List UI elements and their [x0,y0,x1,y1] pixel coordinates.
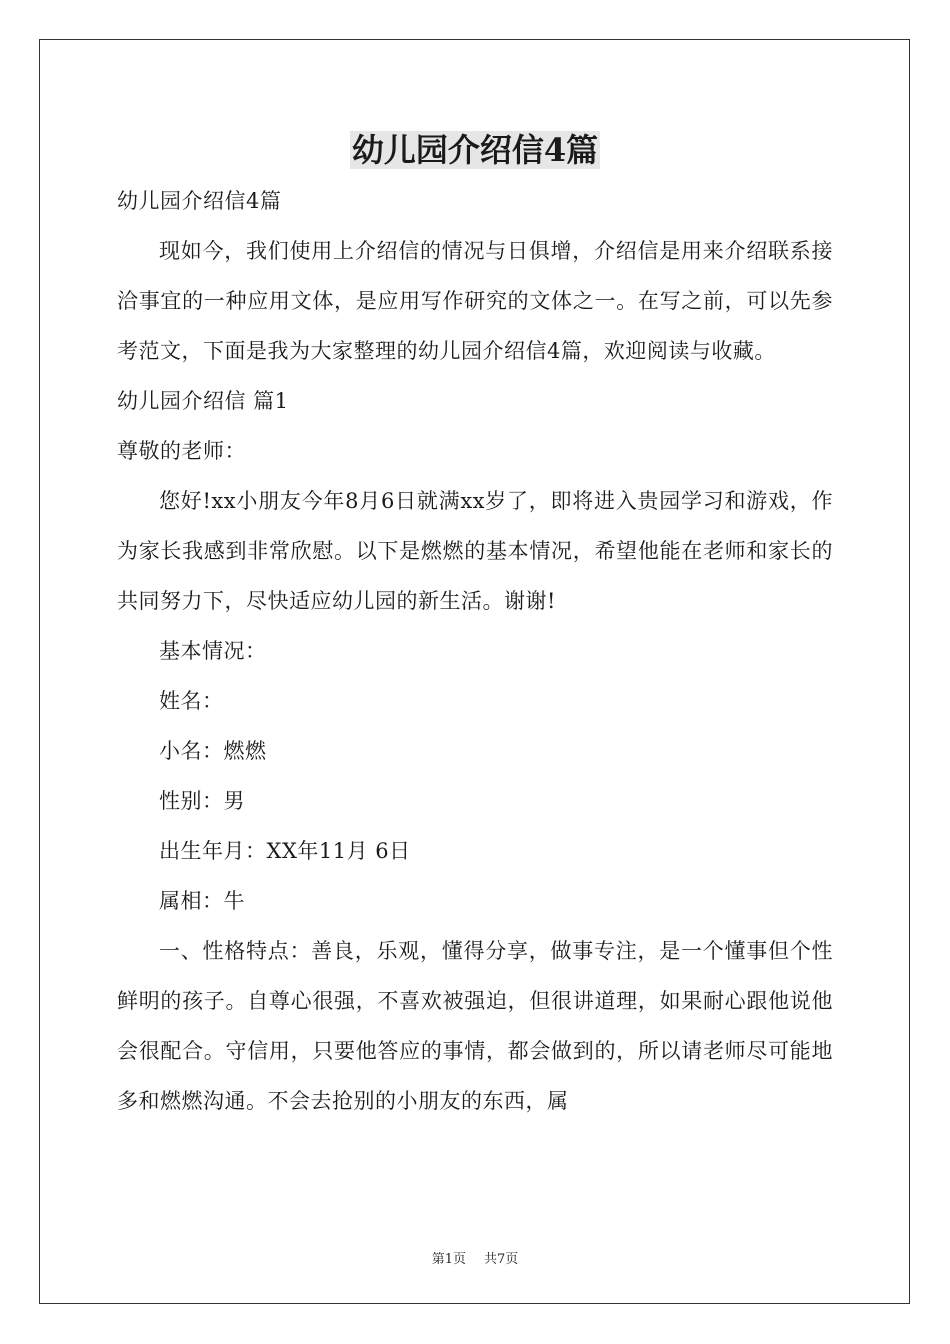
salutation: 尊敬的老师： [117,439,246,463]
zodiac-line: 属相：牛 [159,889,245,913]
gender-line: 性别：男 [159,789,245,813]
basic-info-label: 基本情况： [159,639,267,663]
letter-paragraph-1: 您好!xx小朋友今年8月6日就满xx岁了，即将进入贵园学习和游戏，作为家长我感到非常欣慰。以下是燃燃的基本情况，希望他能在老师和家长的共同努力下，尽快适应幼儿园的新生活。谢谢! [117,489,833,613]
section-heading: 幼儿园介绍信 篇1 [117,389,289,413]
nickname-line: 小名：燃燃 [159,739,267,763]
page-number-total: 共7页 [484,1252,519,1267]
page-number-current: 第1页 [431,1252,466,1267]
birth-line: 出生年月：XX年11月 6日 [159,839,411,863]
document-body [117,176,833,1126]
letter-paragraph-2: 一、性格特点：善良，乐观，懂得分享，做事专注，是一个懂事但个性鲜明的孩子。自尊心很强，不喜欢被强迫，但很讲道理，如果耐心跟他说他会很配合。守信用，只要他答应的事情，都会做到的，所以请老师尽可能地多和燃燃沟通。不会去抢别的小朋友的东西，属 [117,939,833,1113]
intro-paragraph: 现如今，我们使用上介绍信的情况与日俱增，介绍信是用来介绍联系接洽事宜的一种应用文体，是应用写作研究的文体之一。在写之前，可以先参考范文，下面是我为大家整理的幼儿园介绍信4篇，欢迎阅读与收藏。 [117,239,833,363]
document-title: 幼儿园介绍信4篇 [351,131,599,169]
name-line: 姓名： [159,689,224,713]
page-footer [0,1248,950,1267]
document-subtitle: 幼儿园介绍信4篇 [117,189,282,213]
